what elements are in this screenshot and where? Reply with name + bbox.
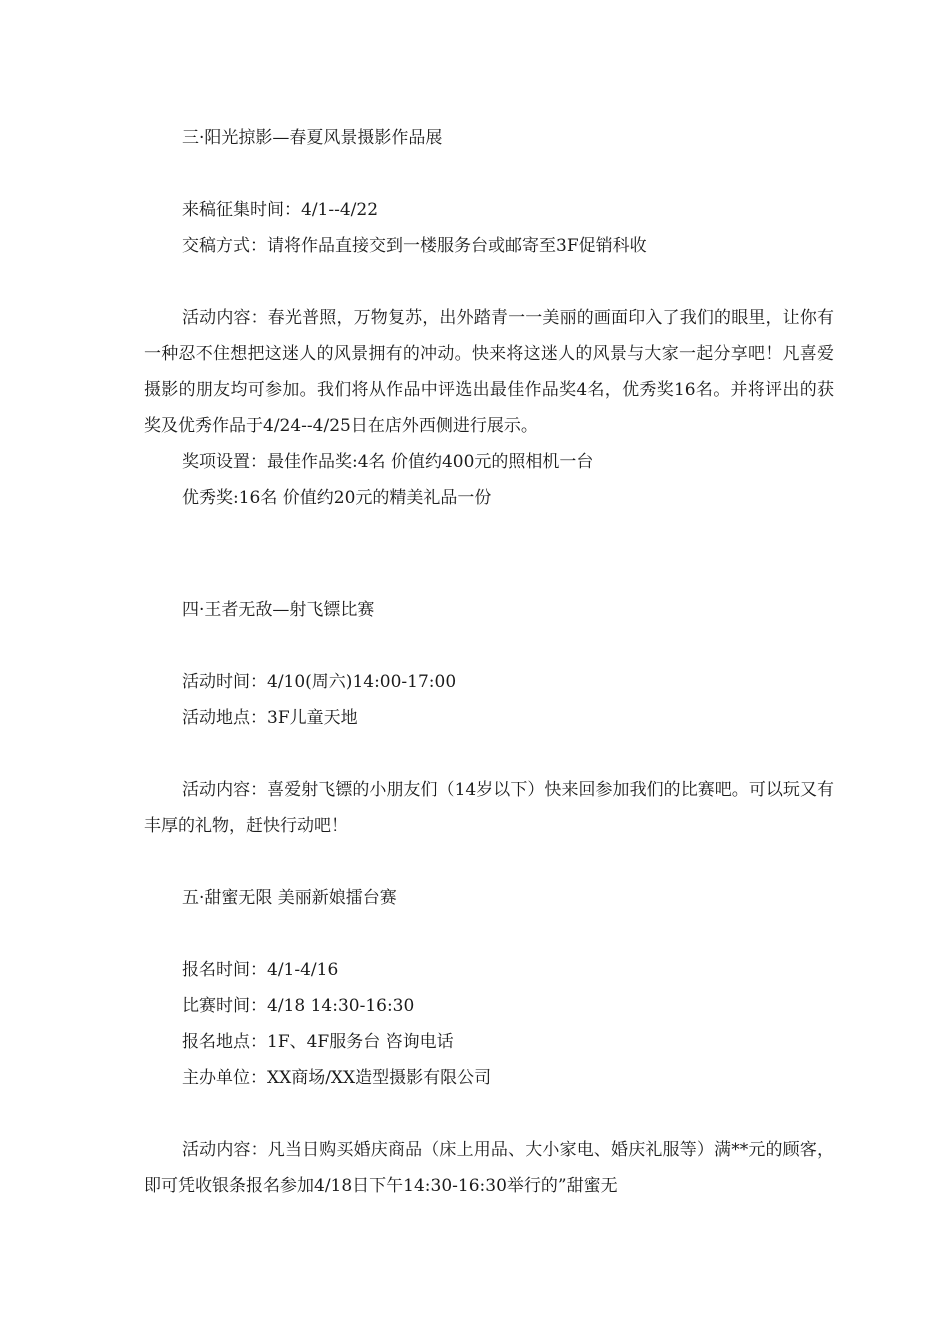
content-paragraph: 活动内容：喜爱射飞镖的小朋友们（14岁以下）快来回参加我们的比赛吧。可以玩又有丰厚的礼物，赶快行动吧！: [144, 780, 834, 836]
prize-excellent-line: 优秀奖:16名 价值约20元的精美礼品一份: [182, 488, 492, 508]
section-3: [144, 120, 834, 156]
section-heading: 三·阳光掠影—春夏风景摄影作品展: [182, 128, 443, 148]
match-time-line: 比赛时间：4/18 14:30-16:30: [182, 996, 415, 1016]
section-4-content: [144, 772, 834, 844]
signup-place-line: 报名地点：1F、4F服务台 咨询电话: [182, 1032, 454, 1052]
place-line: 活动地点：3F儿童天地: [182, 708, 358, 728]
content-paragraph: 活动内容：春光普照，万物复苏，出外踏青一一美丽的画面印入了我们的眼里，让你有一种忍不住想把这迷人的风景拥有的冲动。快来将这迷人的风景与大家一起分享吧！凡喜爱摄影的朋友均可参加。我们将从作品中评选出最佳作品奖4名，优秀奖16名。并将评出的获奖及优秀作品于4/24--4/25日在店外西侧进行展示。: [144, 308, 834, 436]
section-3-details: [144, 192, 834, 264]
section-5-content: [144, 1132, 834, 1204]
deadline-line: 来稿征集时间：4/1--4/22: [182, 200, 379, 220]
section-4-details: [144, 664, 834, 736]
section-heading: 五·甜蜜无限 美丽新娘擂台赛: [182, 888, 397, 908]
time-line: 活动时间：4/10(周六)14:00-17:00: [182, 672, 457, 692]
prize-best-line: 奖项设置：最佳作品奖:4名 价值约400元的照相机一台: [182, 452, 594, 472]
content-paragraph: 活动内容：凡当日购买婚庆商品（床上用品、大小家电、婚庆礼服等）满**元的顾客，即可凭收银条报名参加4/18日下午14:30-16:30举行的”甜蜜无: [144, 1140, 834, 1196]
organizer-line: 主办单位：XX商场/XX造型摄影有限公司: [182, 1068, 492, 1088]
section-4: [144, 592, 834, 628]
section-3-content: [144, 300, 834, 516]
signup-time-line: 报名时间：4/1-4/16: [182, 960, 339, 980]
submission-line: 交稿方式：请将作品直接交到一楼服务台或邮寄至3F促销科收: [182, 236, 647, 256]
section-5-details: [144, 952, 834, 1096]
section-5: [144, 880, 834, 916]
section-heading: 四·王者无敌—射飞镖比赛: [182, 600, 375, 620]
